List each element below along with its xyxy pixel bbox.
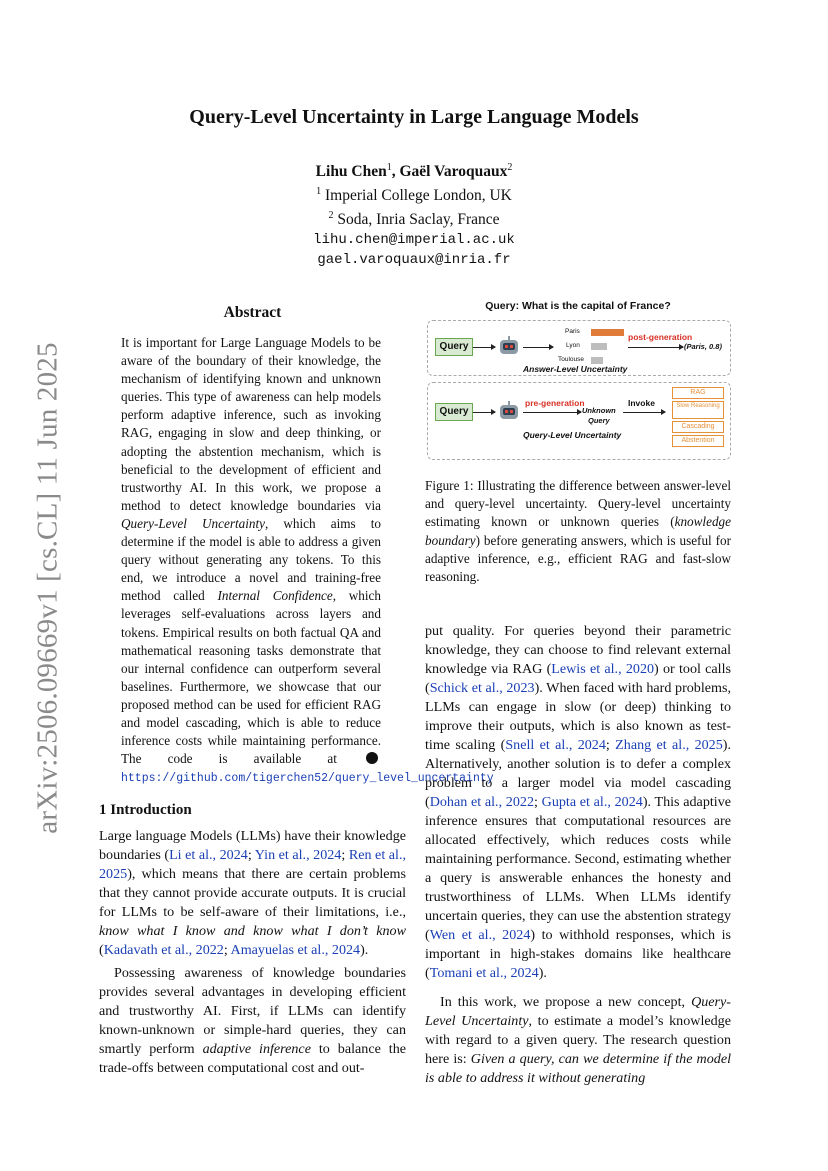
citation-link[interactable]: Snell et al., 2024 — [505, 737, 606, 754]
emphasis: adaptive inference — [202, 1041, 311, 1058]
query-level-label: Query-Level Uncertainty — [523, 430, 622, 440]
author-1: Lihu Chen — [315, 163, 387, 181]
text: In this work, we propose a new concept, — [440, 994, 692, 1011]
candidate-label: Toulouse — [558, 356, 585, 363]
bar-paris — [591, 329, 624, 336]
citation-link[interactable]: Yin et al., 2024 — [254, 847, 342, 864]
emphasis: Given a query, can we determine if the model is able to address it without generating — [425, 1051, 731, 1087]
query-box: Query — [435, 403, 473, 421]
citation-link[interactable]: Wen et al., 2024 — [429, 927, 531, 944]
section-heading-introduction: 1 Introduction — [99, 802, 192, 819]
text: ). Alternatively, another solution is to defer a complex problem to a larger model via model cascading ( — [425, 737, 731, 811]
paper-title: Query-Level Uncertainty in Large Language Models — [189, 106, 639, 128]
post-generation-label: post-generation — [628, 332, 693, 342]
abstract-em: Query-Level Uncertainty — [121, 515, 265, 531]
text: to balance the trade-offs between computational cost and out- — [99, 1041, 406, 1077]
bar-toulouse — [591, 357, 603, 364]
intro-paragraph-2 — [99, 964, 406, 1078]
right-body — [425, 622, 731, 1088]
text: ). When faced with hard problems, LLMs can engage in slow (or deep) thinking to improve their outputs, which is also known as test-time scaling ( — [425, 680, 731, 754]
robot-icon — [498, 336, 520, 356]
candidate-label: Paris — [565, 328, 580, 335]
email-1[interactable]: lihu.chen@imperial.ac.uk — [313, 232, 515, 249]
author-2: Gaël Varoquaux — [399, 163, 508, 181]
text: Large language Models (LLMs) have their knowledge boundaries ( — [99, 828, 406, 864]
citation-link[interactable]: Dohan et al., 2022 — [429, 794, 534, 811]
text: put quality. For queries beyond their parametric knowledge, they can choose to find relevant external knowledge via RAG ( — [425, 623, 731, 678]
candidate-label: Lyon — [566, 342, 580, 349]
text: Possessing awareness of knowledge boundaries provides several advantages in developing efficient and trustworthy AI. First, if LLMs can identify known-unknown or simple-hard queries, they can smartly perform — [99, 965, 406, 1058]
text: ). This adaptive inference ensures that computational resources are allocated effectively, which reduces costs while maintaining performance. Second, estimating whether a query is answerable enhances the honesty and trustworthiness of LLMs. When LLMs identify uncertain queries, they can use the abstention strategy ( — [425, 794, 731, 944]
arrow — [523, 347, 553, 348]
option-rag: RAG — [672, 387, 724, 399]
arrow — [523, 412, 581, 413]
right-paragraph-2 — [425, 993, 731, 1088]
citation-link[interactable]: Ren et al., 2025 — [99, 847, 406, 883]
emphasis: know what I know and know what I don’t know — [99, 923, 406, 940]
option-abstention: Abstention — [672, 435, 724, 447]
bar-lyon — [591, 343, 607, 350]
intro-paragraph-1: Large language Models (LLMs) have their knowledge boundaries (Li et al., 2024; Yin et al., 2024; Ren et al., 2025), which means that there are certain problems that they cannot provide accurate outputs. It is crucial for LLMs to be self-aware of their limitations, i.e., know what I know and know what I don’t know (Kadavath et al., 2022; Amayuelas et al., 2024). — [99, 828, 406, 959]
code-url-link[interactable]: https://github.com/tigerchen52/query_level_uncertainty — [121, 772, 494, 786]
abstract-part: , which aims to determine if the model is able to address a given query without generating any tokens. To this end, we introduce a novel and training-free method called — [121, 515, 381, 604]
email-2[interactable]: gael.varoquaux@inria.fr — [317, 252, 511, 269]
query-word-label: Query — [588, 416, 610, 425]
github-icon — [366, 752, 378, 764]
emphasis: Query-Level Uncertainty — [425, 994, 731, 1030]
option-cascading: Cascading — [672, 421, 724, 433]
right-column — [425, 300, 731, 1088]
author-block: Lihu Chen$^1$, Gaël Varoquaux$^2$ $^1$ Imperial College London, UK $^2$ Soda, Inria Saclay, France lihu.chen@imperial.ac.uk gael.varoquaux@inria.fr — [0, 158, 828, 270]
citation-link[interactable]: Li et al., 2024 — [169, 847, 248, 864]
unknown-label: Unknown — [582, 406, 616, 415]
abstract-em: Internal Confidence — [217, 588, 333, 604]
abstract-part: It is important for Large Language Models to be aware of the boundary of their knowledge, the mechanism of identifying known and unknown queries. This type of awareness can help models perform adaptive inference, such as invoking RAG, engaging in slow and deep thinking, or adopting the abstention mechanism, which is beneficial to the development of efficient and trustworthy AI. In this work, we propose a method to detect knowledge boundaries via — [121, 335, 381, 513]
abstract-part: , which leverages self-evaluations across layers and tokens. Empirical results on both factual QA and mathematical reasoning tasks demonstrate that our internal confidence can outperform several baselines. Furthermore, we showcase that our proposed method can be used for efficient RAG and model cascading, which is able to reduce inference costs while maintaining performance. The code is available at — [121, 588, 381, 767]
query-box: Query — [435, 338, 473, 356]
caption-text: ) before generating answers, which is useful for adaptive inference, e.g., efficient RAG and fast-slow reasoning. — [425, 532, 731, 585]
figure-title: Query: What is the capital of France? — [485, 300, 671, 312]
output-label: (Paris, 0.8) — [684, 342, 722, 351]
citation-link[interactable]: Zhang et al., 2025 — [615, 737, 723, 754]
caption-text: Figure 1: Illustrating the difference between answer-level and query-level uncertainty. Query-level uncertainty estimating known or unknown queries ( — [425, 478, 731, 530]
caption-em: knowledge boundary — [425, 514, 731, 548]
intro-body — [99, 827, 406, 1078]
citation-link[interactable]: Schick et al., 2023 — [429, 680, 535, 697]
citation-link[interactable]: Kadavath et al., 2022 — [103, 942, 224, 959]
arrow — [628, 347, 683, 348]
affiliation-2: Soda, Inria Saclay, France — [337, 211, 500, 229]
option-slow-reasoning: Slow Reasoning — [672, 401, 724, 419]
citation-link[interactable]: Gupta et al., 2024 — [541, 794, 643, 811]
robot-icon — [498, 401, 520, 421]
abstract-heading: Abstract — [223, 304, 282, 321]
invoke-label: Invoke — [628, 398, 655, 408]
arrow — [473, 412, 495, 413]
text: ) or tool calls ( — [425, 661, 731, 697]
text: , to estimate a model’s knowledge with regard to a given query. The research question here is: — [425, 1013, 731, 1068]
figure-caption — [425, 477, 731, 586]
arrow — [473, 347, 495, 348]
right-paragraph-1: put quality. For queries beyond their parametric knowledge, they can choose to find relevant external knowledge via RAG (Lewis et al., 2020) or tool calls (Schick et al., 2023). When faced with hard problems, LLMs can engage in slow (or deep) thinking to improve their outputs, which is also known as test-time scaling (Snell et al., 2024; Zhang et al., 2025). Alternatively, another solution is to defer a complex problem to a larger model via model cascading (Dohan et al., 2022; Gupta et al., 2024). This adaptive inference ensures that computational resources are allocated effectively, which reduces costs while maintaining performance. Second, estimating whether a query is answerable enhances the honesty and trustworthiness of LLMs. When LLMs identify uncertain queries, they can use the abstention strategy (Wen et al., 2024) to withhold responses, which is important in high-stakes domains like healthcare (Tomani et al., 2024). — [425, 623, 731, 982]
text: ). — [538, 965, 547, 982]
answer-level-label: Answer-Level Uncertainty — [523, 364, 628, 374]
citation-link[interactable]: Lewis et al., 2020 — [551, 661, 655, 678]
citation-link[interactable]: Amayuelas et al., 2024 — [230, 942, 361, 959]
arrow — [623, 412, 665, 413]
arxiv-sidebar-id: arXiv:2506.09669v1 [cs.CL] 11 Jun 2025 — [31, 342, 64, 834]
text: ) to withhold responses, which is important in high-stakes domains like healthcare ( — [425, 927, 731, 982]
figure-1 — [425, 314, 731, 469]
text: ), which means that there are certain problems that they cannot provide accurate outputs. It is crucial for LLMs to be self-aware of their limitations, i.e., — [99, 866, 406, 921]
citation-link[interactable]: Tomani et al., 2024 — [429, 965, 539, 982]
affiliation-1: Imperial College London, UK — [325, 187, 512, 205]
pre-generation-label: pre-generation — [525, 398, 585, 408]
